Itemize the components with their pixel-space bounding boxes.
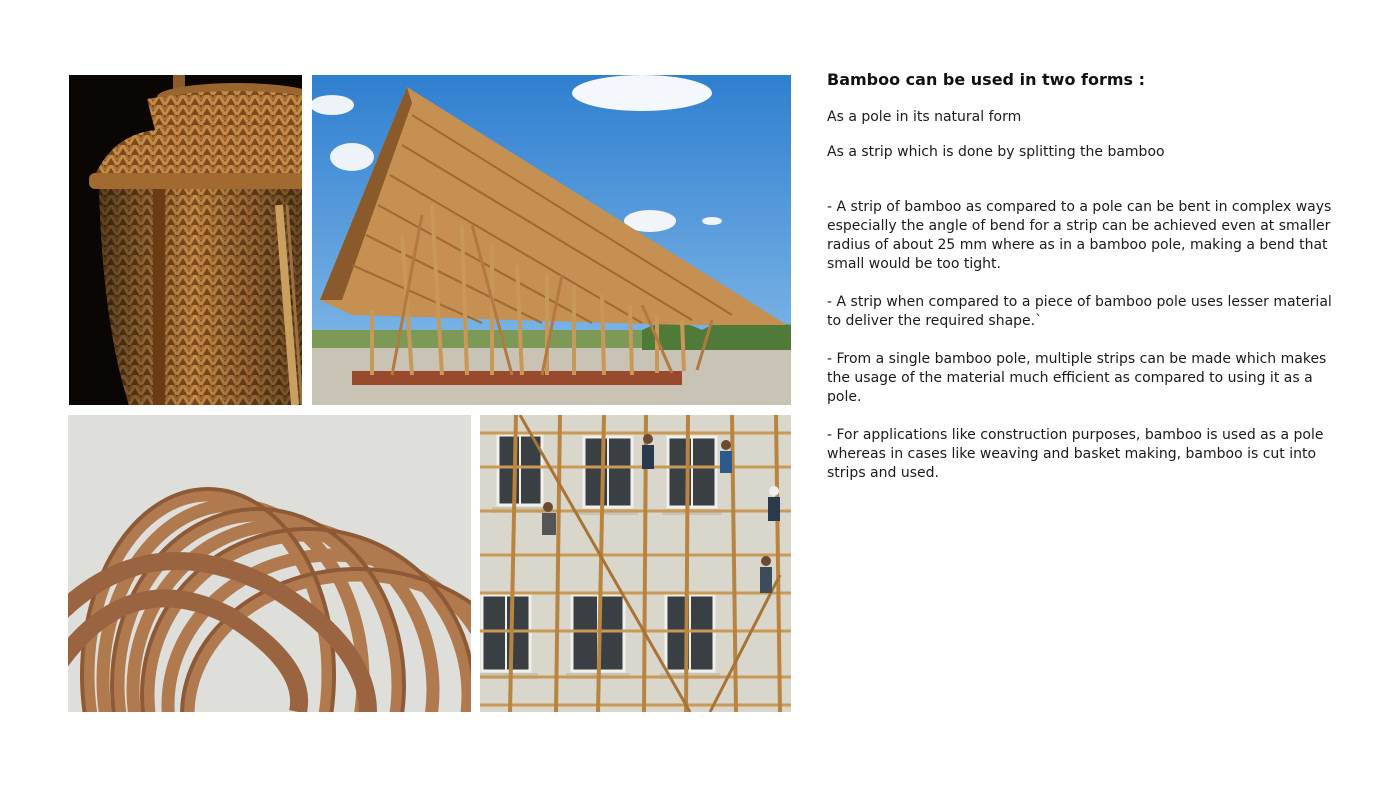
point-material-use: - A strip when compared to a piece of bamboo pole uses lesser material to deliver the required shape.` (827, 294, 1332, 329)
bamboo-pavilion-photo (312, 75, 791, 405)
point-bendability: - A strip of bamboo as compared to a pole can be bent in complex ways especially the angle of bend for a strip can be achieved even at smaller radius of about 25 mm where as in a bamboo pole, making a bend that small would be too tight. (827, 199, 1332, 272)
bamboo-scaffolding-photo (480, 415, 791, 712)
heading: Bamboo can be used in two forms : (827, 70, 1146, 89)
bent-bamboo-rings-photo (68, 415, 471, 712)
point-efficiency: - From a single bamboo pole, multiple strips can be made which makes the usage of the material much efficient as compared to using it as a pole. (827, 351, 1327, 405)
form-item-pole: As a pole in its natural form (827, 109, 1022, 125)
form-item-strip: As a strip which is done by splitting the bamboo (827, 144, 1165, 160)
point-applications: - For applications like construction purposes, bamboo is used as a pole whereas in cases like weaving and basket making, bamboo is cut into strips and used. (827, 427, 1324, 481)
text-panel (827, 70, 1342, 502)
woven-basket-photo (69, 75, 302, 405)
